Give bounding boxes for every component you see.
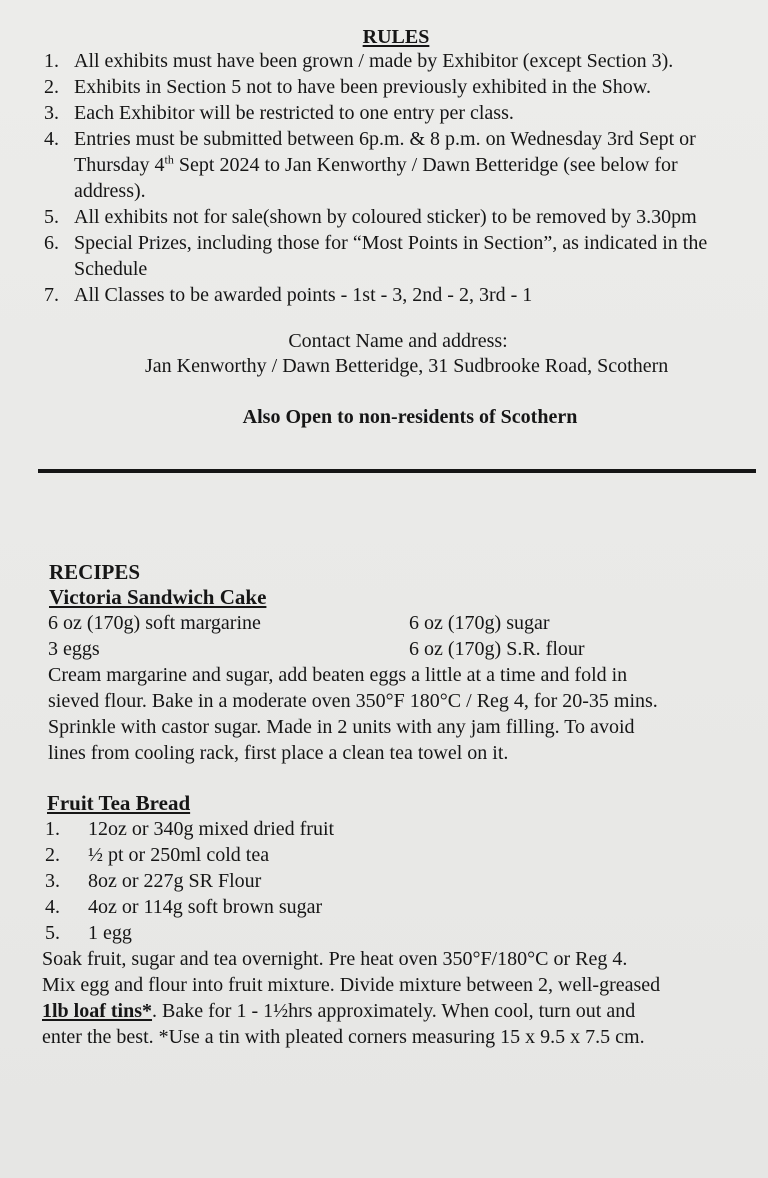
rule-number: 7. (44, 284, 59, 306)
method-line: Cream margarine and sugar, add beaten eggs a little at a time and fold in (48, 664, 628, 686)
rule-text: All exhibits must have been grown / made by Exhibitor (except Section 3). (74, 50, 674, 72)
ingredient-list (45, 816, 645, 946)
recipe-title-victoria-sandwich: Victoria Sandwich Cake (49, 585, 267, 609)
ingredient: 1 egg (88, 922, 132, 944)
loaf-tins-label: 1lb loaf tins* (42, 1000, 153, 1022)
ingredient: 12oz or 340g mixed dried fruit (88, 818, 335, 840)
method-line: Soak fruit, sugar and tea overnight. Pre heat oven 350°F/180°C or Reg 4. (42, 948, 628, 970)
contact-address: Jan Kenworthy / Dawn Betteridge, 31 Sudbrooke Road, Scothern (145, 355, 669, 377)
rules-title: RULES (362, 26, 430, 48)
method-line: Mix egg and flour into fruit mixture. Divide mixture between 2, well-greased (42, 974, 661, 996)
rule-text: Exhibits in Section 5 not to have been previously exhibited in the Show. (74, 76, 651, 98)
ingredient: 6 oz (170g) soft margarine (48, 612, 261, 634)
rule-item (44, 282, 744, 308)
rule-number: 3. (44, 102, 59, 124)
ingredient-number: 2. (45, 844, 60, 866)
method-text: . Bake for 1 - 1½hrs approximately. When cool, turn out and (152, 1000, 636, 1022)
recipe-method (48, 662, 748, 766)
ingredient-row (48, 636, 748, 662)
rule-item (44, 230, 744, 282)
ordinal-suffix: th (164, 152, 174, 167)
open-note: Also Open to non-residents of Scothern (242, 406, 578, 428)
ingredient: ½ pt or 250ml cold tea (88, 844, 270, 866)
ingredient-row (45, 842, 645, 868)
section-divider (38, 469, 756, 473)
ingredient-list (48, 610, 748, 662)
recipes-heading: RECIPES (49, 560, 141, 584)
ingredient: 8oz or 227g SR Flour (88, 870, 262, 892)
rule-number: 2. (44, 76, 59, 98)
ingredient-row (45, 816, 645, 842)
method-line: sieved flour. Bake in a moderate oven 350°F 180°C / Reg 4, for 20-35 mins. (48, 690, 658, 712)
rule-item (44, 204, 744, 230)
ingredient-number: 3. (45, 870, 60, 892)
ingredient: 4oz or 114g soft brown sugar (88, 896, 323, 918)
rule-item (44, 74, 744, 100)
rule-number: 1. (44, 50, 59, 72)
ingredient: 3 eggs (48, 638, 100, 660)
method-line (42, 998, 762, 1024)
ingredient-row (45, 868, 645, 894)
method-line: Sprinkle with castor sugar. Made in 2 units with any jam filling. To avoid (48, 716, 635, 738)
recipe-method (42, 946, 762, 1050)
rule-text-part: Entries must be submitted between 6p.m. & 8 p.m. on Wednesday 3rd Sept or Thursday 4 (74, 128, 696, 176)
rule-text: Special Prizes, including those for “Most Points in Section”, as indicated in the Schedule (74, 232, 708, 280)
rule-text (74, 126, 744, 204)
rules-list (44, 48, 744, 308)
method-line: lines from cooling rack, first place a clean tea towel on it. (48, 742, 509, 764)
ingredient: 6 oz (170g) sugar (409, 612, 550, 634)
ingredient-number: 1. (45, 818, 60, 840)
ingredient-number: 5. (45, 922, 60, 944)
rule-text: All Classes to be awarded points - 1st - 3, 2nd - 2, 3rd - 1 (74, 284, 533, 306)
recipe-title-fruit-tea-bread: Fruit Tea Bread (47, 791, 191, 815)
contact-label: Contact Name and address: (288, 330, 508, 352)
rule-text-part: Sept 2024 to Jan Kenworthy / Dawn Betteridge (see below for address). (74, 154, 678, 202)
rule-number: 4. (44, 128, 59, 150)
rule-item (44, 126, 744, 204)
method-line: enter the best. *Use a tin with pleated corners measuring 15 x 9.5 x 7.5 cm. (42, 1026, 645, 1048)
ingredient: 6 oz (170g) S.R. flour (409, 638, 585, 660)
rule-item (44, 100, 744, 126)
rule-number: 5. (44, 206, 59, 228)
ingredient-row (48, 610, 748, 636)
rule-text: All exhibits not for sale(shown by coloured sticker) to be removed by 3.30pm (74, 206, 697, 228)
rule-item (44, 48, 744, 74)
rule-text: Each Exhibitor will be restricted to one entry per class. (74, 102, 514, 124)
rule-number: 6. (44, 232, 59, 254)
ingredient-row (45, 894, 645, 920)
ingredient-number: 4. (45, 896, 60, 918)
ingredient-row (45, 920, 645, 946)
